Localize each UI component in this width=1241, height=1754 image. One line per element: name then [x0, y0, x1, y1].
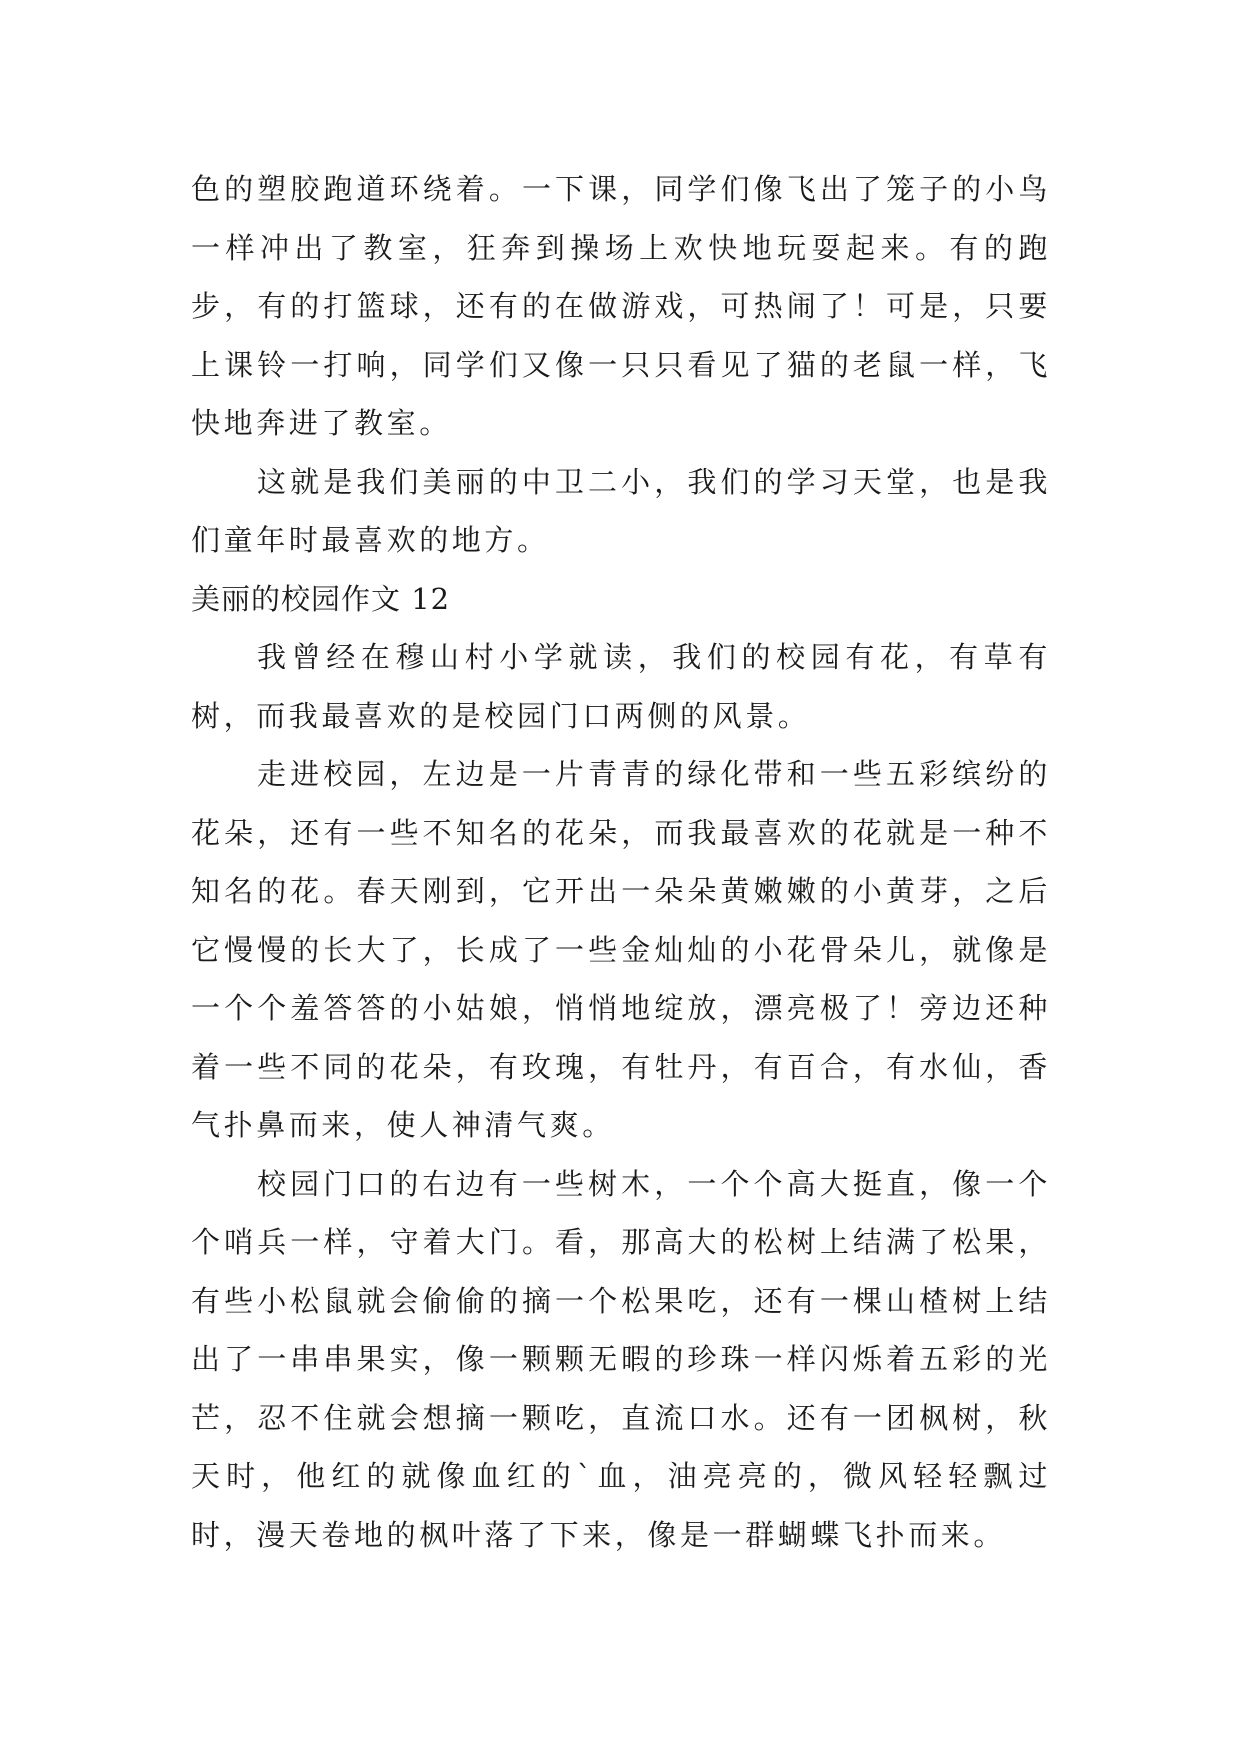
paragraph-trees: 校园门口的右边有一些树木，一个个高大挺直，像一个个哨兵一样，守着大门。看，那高大的松树上结满了松果，有些小松鼠就会偷偷的摘一个松果吃，还有一棵山楂树上结出了一串串果实，像一颗颗无暇的珍珠一样闪烁着五彩的光芒，忍不住就会想摘一颗吃，直流口水。还有一团枫树，秋天时，他红的就像血红的`血，油亮亮的，微风轻轻飘过时，漫天卷地的枫叶落了下来，像是一群蝴蝶飞扑而来。: [191, 1166, 1051, 1552]
paragraph-playground: 色的塑胶跑道环绕着。一下课，同学们像飞出了笼子的小鸟一样冲出了教室，狂奔到操场上欢快地玩耍起来。有的跑步，有的打篮球，还有的在做游戏，可热闹了！可是，只要上课铃一打响，同学们又像一只只看见了猫的老鼠一样，飞快地奔进了教室。: [191, 172, 1051, 440]
document-page: [191, 160, 1051, 1564]
paragraph-school-closing: 这就是我们美丽的中卫二小，我们的学习天堂，也是我们童年时最喜欢的地方。: [191, 464, 1051, 557]
paragraph-intro: 我曾经在穆山村小学就读，我们的校园有花，有草有树，而我最喜欢的是校园门口两侧的风景。: [191, 640, 1051, 733]
section-title: 美丽的校园作文 12: [191, 581, 451, 616]
paragraph-flowers: 走进校园，左边是一片青青的绿化带和一些五彩缤纷的花朵，还有一些不知名的花朵，而我最喜欢的花就是一种不知名的花。春天刚到，它开出一朵朵黄嫩嫩的小黄芽，之后它慢慢的长大了，长成了一些金灿灿的小花骨朵儿，就像是一个个羞答答的小姑娘，悄悄地绽放，漂亮极了！旁边还种着一些不同的花朵，有玫瑰，有牡丹，有百合，有水仙，香气扑鼻而来，使人神清气爽。: [191, 757, 1051, 1142]
